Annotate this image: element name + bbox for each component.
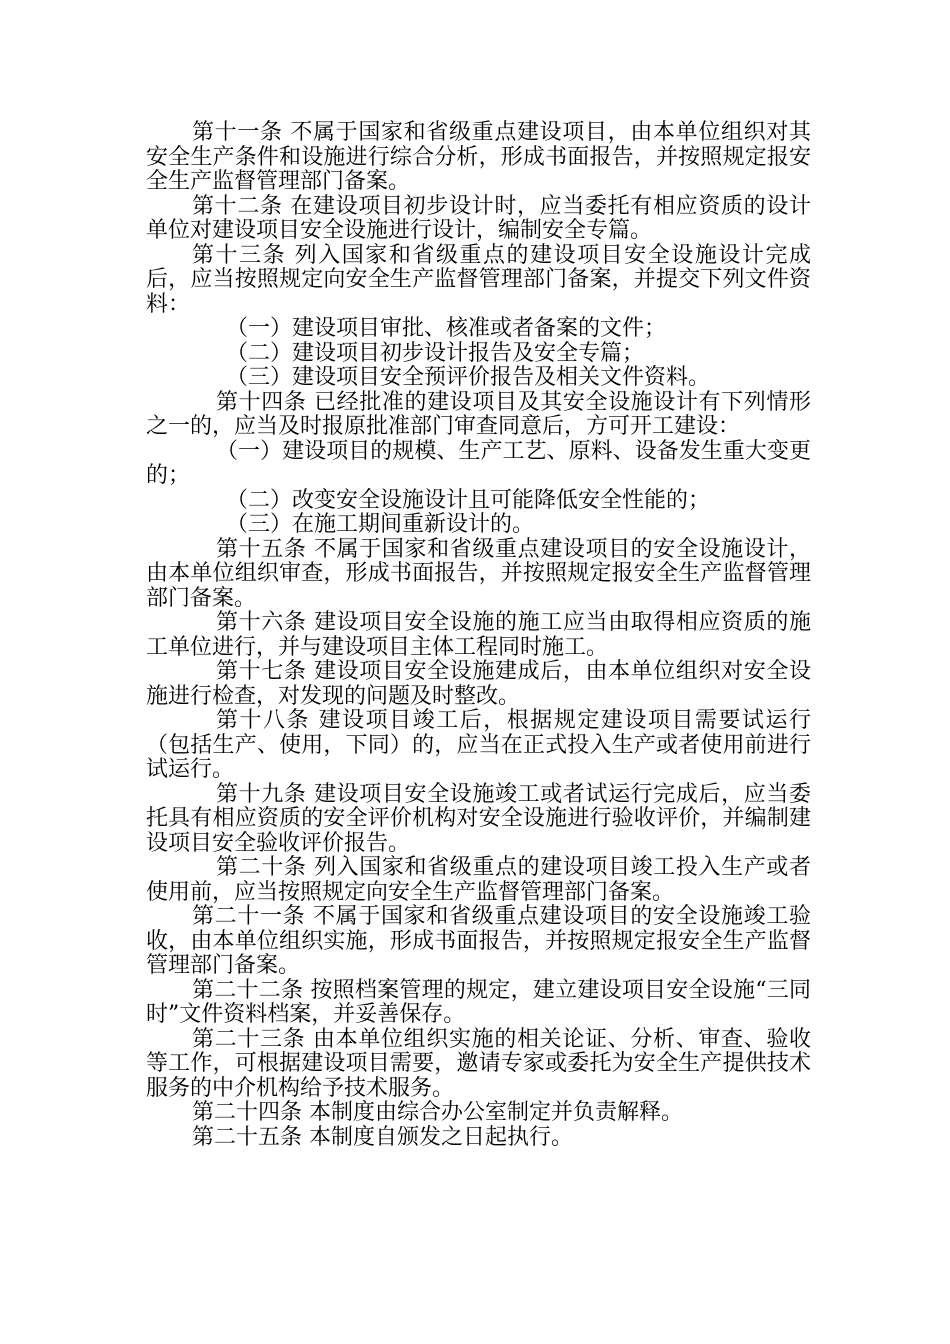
- article-12: 第十二条 在建设项目初步设计时，应当委托有相应资质的设计单位对建设项目安全设施进行设计，编制安全专篇。: [146, 193, 811, 243]
- document-body: [146, 121, 811, 1150]
- article-16: 第十六条 建设项目安全设施的施工应当由取得相应资质的施工单位进行，并与建设项目主体工程同时施工。: [146, 610, 811, 660]
- article-17: 第十七条 建设项目安全设施建成后，由本单位组织对安全设施进行检查，对发现的问题及时整改。: [146, 659, 811, 709]
- article-13-item-2: （二）建设项目初步设计报告及安全专篇；: [226, 340, 645, 366]
- article-11: 第十一条 不属于国家和省级重点建设项目，由本单位组织对其安全生产条件和设施进行综合分析，形成书面报告，并按照规定报安全生产监督管理部门备案。: [146, 120, 811, 194]
- article-25: 第二十五条 本制度自颁发之日起执行。: [192, 1124, 573, 1150]
- article-15: 第十五条 不属于国家和省级重点建设项目的安全设施设计，由本单位组织审查，形成书面报告，并按照规定报安全生产监督管理部门备案。: [146, 536, 811, 611]
- article-14: 第十四条 已经批准的建设项目及其安全设施设计有下列情形之一的，应当及时报原批准部门审查同意后，方可开工建设：: [146, 389, 811, 439]
- article-20: 第二十条 列入国家和省级重点的建设项目竣工投入生产或者使用前，应当按照规定向安全生产监督管理部门备案。: [146, 855, 811, 905]
- article-13-item-3: （三）建设项目安全预评价报告及相关文件资料。: [226, 365, 711, 390]
- article-13: 第十三条 列入国家和省级重点的建设项目安全设施设计完成后，应当按照规定向安全生产监督管理部门备案，并提交下列文件资料：: [146, 242, 811, 317]
- article-13-item-1: （一）建设项目审批、核准或者备案的文件；: [226, 316, 667, 341]
- article-22: 第二十二条 按照档案管理的规定，建立建设项目安全设施“三同时”文件资料档案，并妥善保存。: [146, 977, 811, 1027]
- article-14-item-3: （三）在施工期间重新设计的。: [226, 512, 535, 537]
- article-23: 第二十三条 由本单位组织实施的相关论证、分析、审查、验收等工作，可根据建设项目需要，邀请专家或委托为安全生产提供技术服务的中介机构给予技术服务。: [146, 1026, 811, 1101]
- article-18: 第十八条 建设项目竣工后，根据规定建设项目需要试运行（包括生产、使用，下同）的，应当在正式投入生产或者使用前进行试运行。: [146, 708, 811, 782]
- article-19: 第十九条 建设项目安全设施竣工或者试运行完成后，应当委托具有相应资质的安全评价机构对安全设施进行验收评价，并编制建设项目安全验收评价报告。: [146, 781, 811, 856]
- article-14-item-2: （二）改变安全设施设计且可能降低安全性能的；: [226, 487, 711, 513]
- article-24: 第二十四条 本制度由综合办公室制定并负责解释。: [192, 1100, 683, 1125]
- article-21: 第二十一条 不属于国家和省级重点建设项目的安全设施竣工验收，由本单位组织实施，形成书面报告，并按照规定报安全生产监督管理部门备案。: [146, 904, 811, 978]
- article-14-item-1: （一）建设项目的规模、生产工艺、原料、设备发生重大变更的；: [146, 438, 811, 488]
